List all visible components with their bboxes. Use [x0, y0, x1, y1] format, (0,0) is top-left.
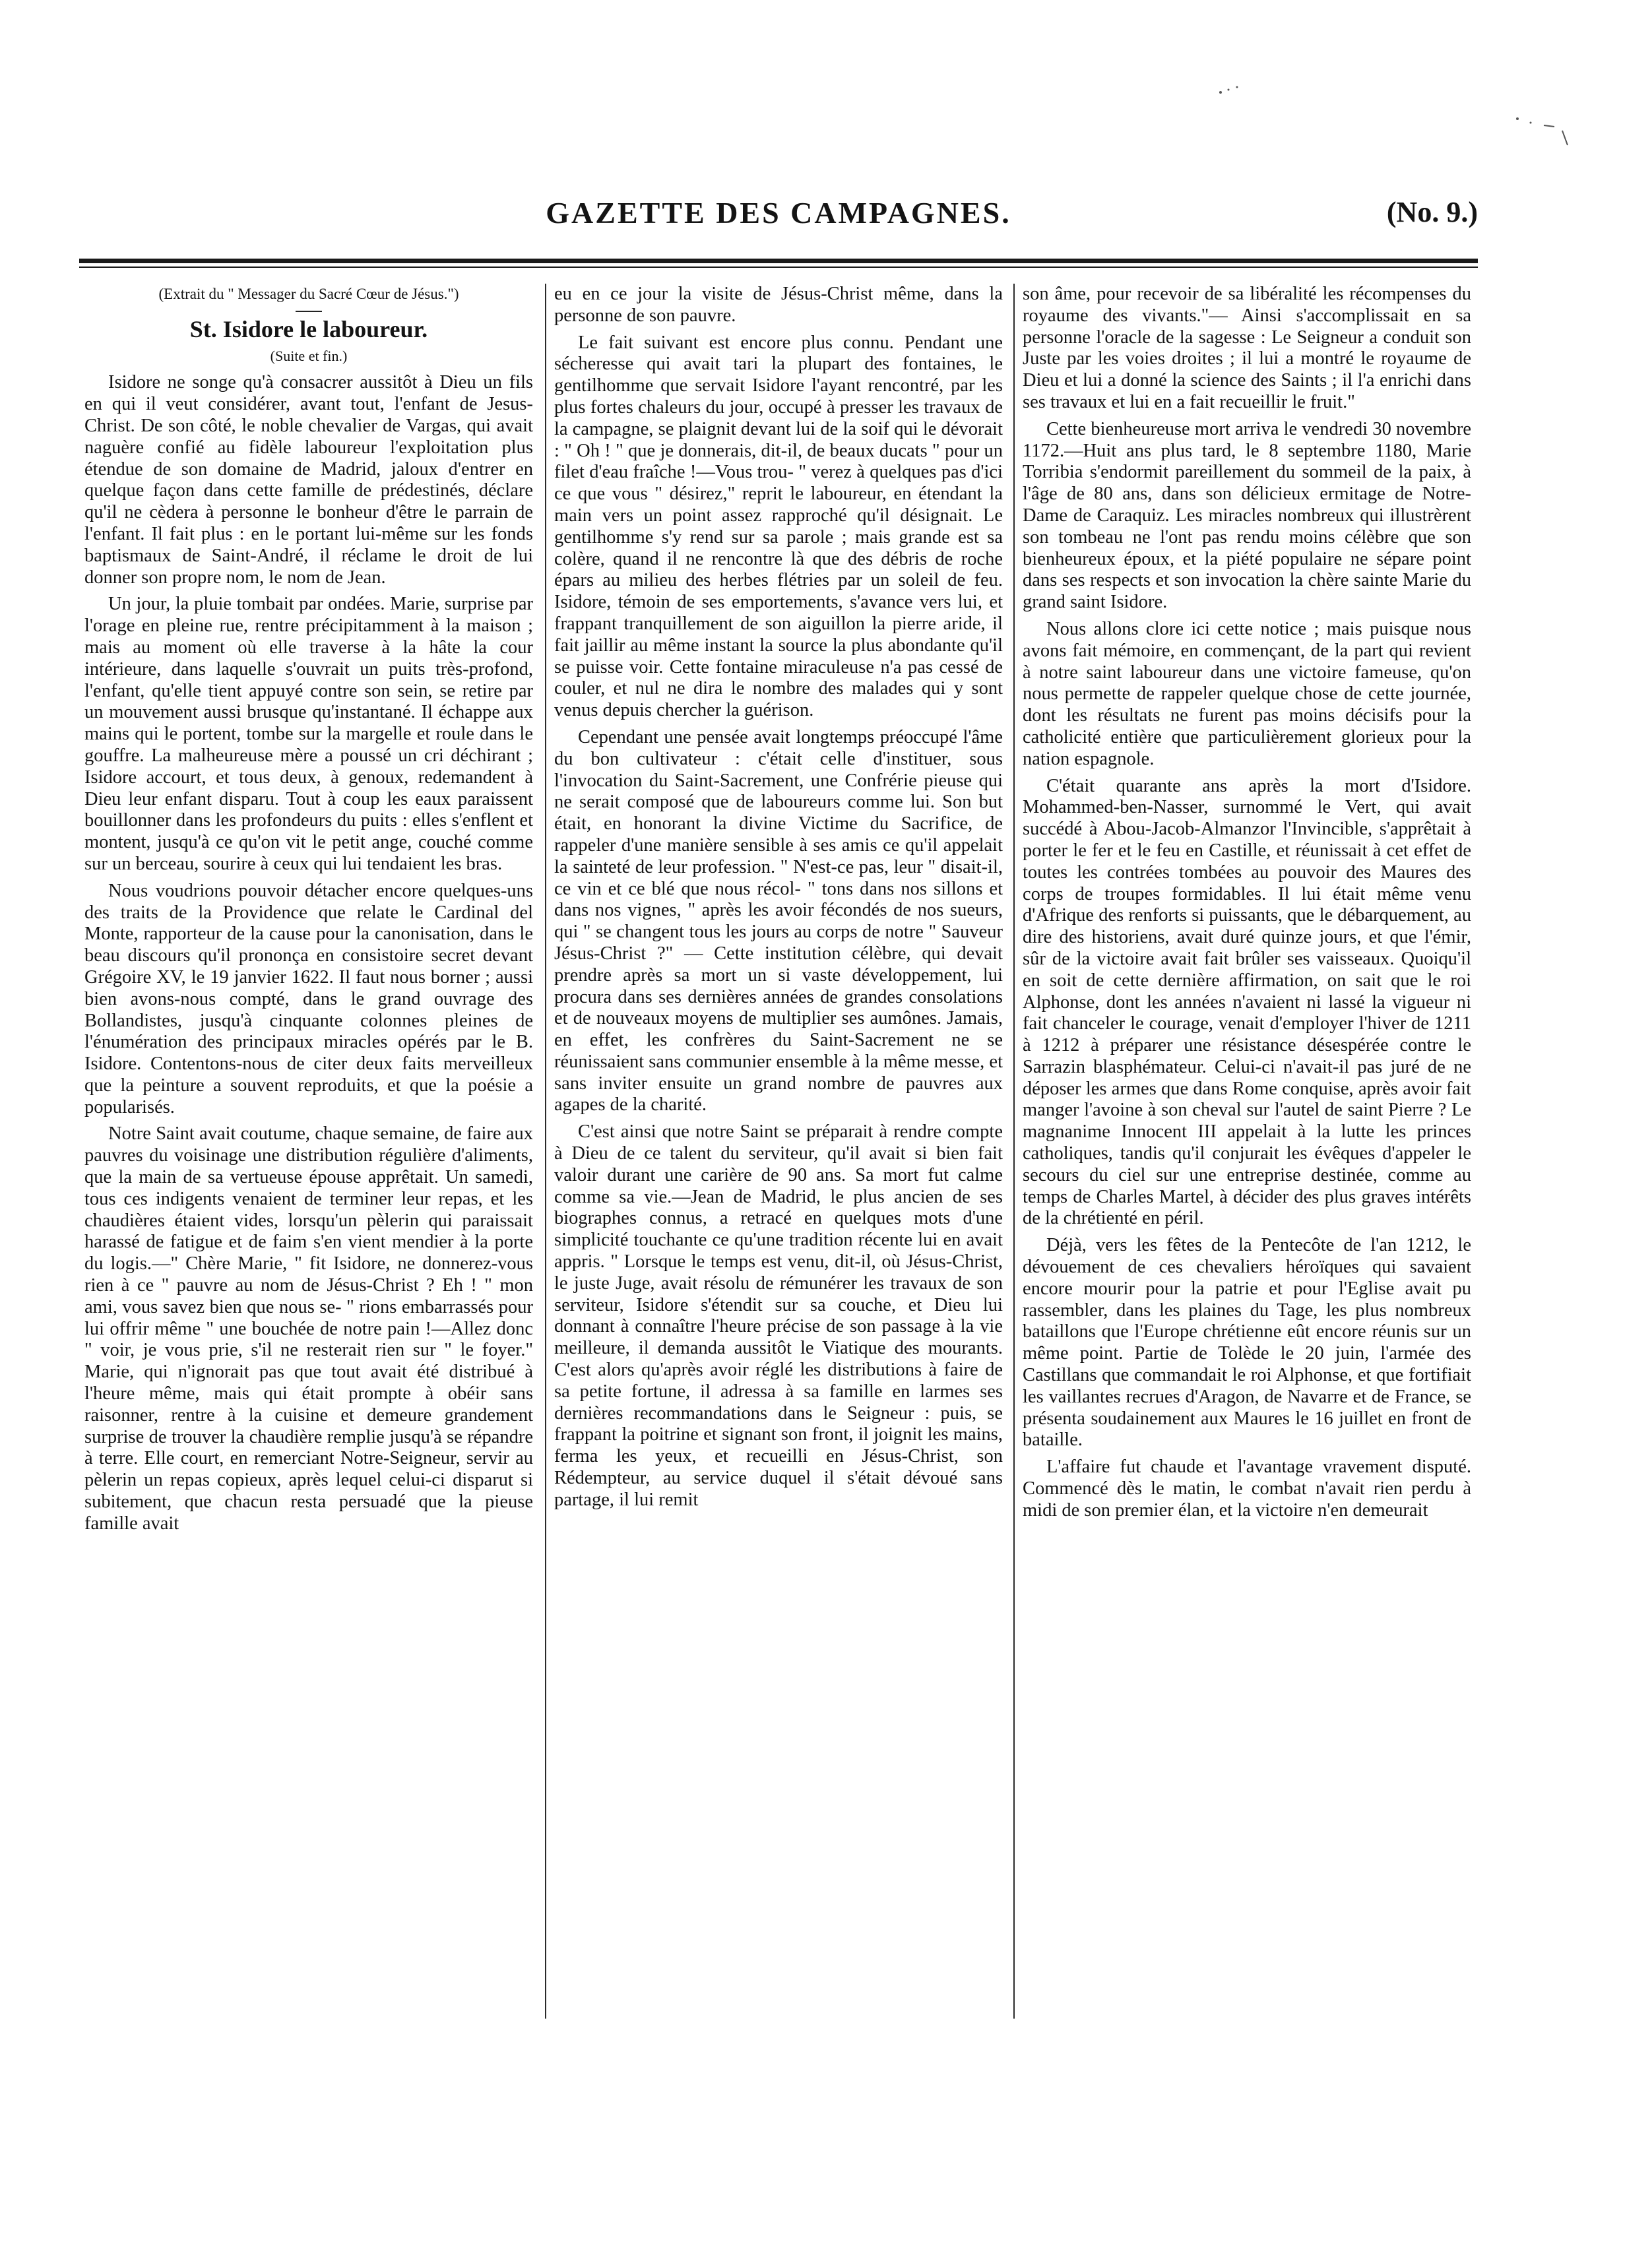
print-specks	[1201, 79, 1597, 158]
paragraph: Nous voudrions pouvoir détacher encore quelques-uns des traits de la Providence que relate le Cardinal del Monte, rapporteur de la cause pour la canonisation, dans le beau discours qu'il prononça en consistoire secret devant Grégoire XV, le 19 janvier 1622. Il faut nous borner ; aussi bien avons-nous compté, dans le grand ouvrage des Bollandistes, jusqu'à cinquante colonnes pleines de l'énumération des principaux miracles opérés par le B. Isidore. Contentons-nous de citer deux faits merveilleux que la peinture a souvent reproduits, et que la poésie a popularisés.	[84, 880, 533, 1117]
newspaper-title: GAZETTE DES CAMPAGNES.	[546, 196, 1011, 230]
column-divider	[545, 284, 546, 2019]
masthead	[79, 195, 1478, 248]
column-1	[84, 284, 533, 1540]
paragraph: Cependant une pensée avait longtemps préoccupé l'âme du bon cultivateur : c'était celle d'instituer, sous l'invocation du Saint-Sacrement, une Confrérie pieuse qui ne serait composé que de laboureurs comme lui. Son but était, en honorant la divine Victime du Sacrifice, de rappeler d'une manière sensible à ses amis ce qu'il appelait la sainteté de leur profession. " N'est-ce pas, leur " disait-il, ce vin et ce blé que nous récol- " tons dans nos sillons et dans nos vignes, " après les avoir fécondés de nos sueurs, qui " se changent tous les jours au corps de notre " Sauveur Jésus-Christ ?" — Cette institution célèbre, qui devait prendre après sa mort un si vaste développement, lui procura dans ses dernières années de grandes consolations et de nouveaux moyens de multiplier ses aumônes. Jamais, en effet, les confrères du Saint-Sacrement ne se réunissaient sans communier ensemble à la même messe, et sans inviter ensuite un grand nombre de pauvres aux agapes de la charité.	[554, 726, 1003, 1116]
paragraph: Un jour, la pluie tombait par ondées. Marie, surprise par l'orage en pleine rue, rentre précipitamment à la maison ; mais au moment où elle traverse à la hâte la cour intérieure, dans laquelle s'ouvrait un puits très-profond, l'enfant, qu'elle tient appuyé contre son sein, se retire par un mouvement aussi brusque qu'instantané. Il échappe aux mains qui le portent, tombe sur la margelle et roule dans le gouffre. La malheureuse mère a poussé un cri déchirant ; Isidore accourt, et tous deux, à genoux, redemandent à Dieu leur enfant disparu. Tout à coup les eaux paraissent bouillonner dans les profondeurs du puits : elles s'enflent et montent, jusqu'à ce qu'on vit le petit ange, couché comme sur un berceau, sourire à ceux qui lui tendaient les bras.	[84, 594, 533, 874]
paragraph: C'était quarante ans après la mort d'Isidore. Mohammed-ben-Nasser, surnommé le Vert, qui avait succédé à Abou-Jacob-Almanzor l'Invincible, s'apprêtait à porter le fer et le feu en Castille, et réunissait à cet effet de toutes les contrées tombées au pouvoir des Maures des corps de troupes formidables. Il lui était même venu d'Afrique des renforts si puissants, que le débarquement, au dire des historiens, avait duré quinze jours, et que l'émir, sûr de la victoire avait fait brûler ses vaisseaux. Quoiqu'il en soit de cette dernière affirmation, on sait que le roi Alphonse, dont les années n'avaient ni lassé la vigueur ni fait chanceler le courage, venait d'employer l'hiver de 1211 à 1212 à préparer une résistance désespérée contre le Sarrazin blasphémateur. Celui-ci n'avait-il pas juré de ne déposer les armes que dans Rome conquise, après avoir fait manger l'avoine à son cheval sur l'autel de saint Pierre ? Le magnanime Innocent III appelait à la lutte les princes catholiques, tandis qu'il conjurait les évêques d'appeler le secours du ciel sur une entreprise destinée, comme au temps de Charles Martel, à décider des plus graves intérêts de la chrétienté en péril.	[1023, 775, 1471, 1229]
paragraph: Cette bienheureuse mort arriva le vendredi 30 novembre 1172.—Huit ans plus tard, le 8 septembre 1180, Marie Torribia s'endormit pareillement du sommeil de la paix, à l'âge de 80 ans, dans son délicieux ermitage de Notre-Dame de Caraquiz. Les miracles nombreux qui illustrèrent son tombeau ne l'ont pas rendu moins célèbre que son bienheureux époux, et la piété populaire ne sépare point dans ses respects et son invocation la chère sainte Marie du grand saint Isidore.	[1023, 418, 1471, 613]
paragraph: L'affaire fut chaude et l'avantage vravement disputé. Commencé dès le matin, le combat n'avait rien perdu à midi de son premier élan, et la victoire n'en demeurait	[1023, 1457, 1471, 1521]
paragraph: eu en ce jour la visite de Jésus-Christ même, dans la personne de son pauvre.	[554, 284, 1003, 326]
masthead-rule-thin	[79, 267, 1478, 268]
article-source: (Extrait du " Messager du Sacré Cœur de Jésus.")	[158, 286, 459, 302]
issue-number: (No. 9.)	[1386, 196, 1478, 228]
article-subtitle: (Suite et fin.)	[270, 347, 348, 364]
column-divider	[1013, 284, 1015, 2019]
paragraph: Notre Saint avait coutume, chaque semaine, de faire aux pauvres du voisinage une distribution régulière d'aliments, que la main de sa vertueuse épouse apprêtait. Un samedi, tous ces indigents venaient de terminer leur repas, et les chaudières étaient vides, lorsqu'un pèlerin qui paraissait harassé de fatigue et de faim s'en vient mendier à la porte du logis.—" Chère Marie, " fit Isidore, ne donnerez-vous rien à ce " pauvre au nom de Jésus-Christ ? Eh ! " mon ami, vous savez bien que nous se- " rions embarrassés pour lui offrir même " une bouchée de notre pain !—Allez donc " voir, je vous prie, s'il ne resterait rien sur " le foyer." Marie, qui n'ignorait pas que tout avait été distribué à l'heure même, mais qui était prompte à obéir sans raisonner, rentre à la cuisine et demeure grandement surprise de trouver la chaudière remplie jusqu'à se répandre à terre. Elle court, en remerciant Notre-Seigneur, servir au pèlerin un repas copieux, après lequel celui-ci disparut si subitement, que chacun resta persuadé que la pieuse famille avait	[84, 1123, 533, 1534]
column-3	[1023, 284, 1471, 1527]
separator-dash	[296, 311, 322, 312]
paragraph: son âme, pour recevoir de sa libéralité les récompenses du royaume des vivants."— Ainsi s'accomplissait en sa personne l'oracle de la sagesse : Le Seigneur a conduit son Juste par les voies droites ; il lui a montré le royaume de Dieu et lui a donné la science des Saints ; il l'a enrichi dans ses travaux et lui en a fait recueillir le fruit."	[1023, 284, 1471, 412]
paragraph: Déjà, vers les fêtes de la Pentecôte de l'an 1212, le dévouement de ces chevaliers héroïques qui savaient encore mourir pour la patrie et pour l'Eglise avait pu rassembler, dans les plaines du Tage, les plus nombreux bataillons que l'Europe chrétienne eût encore réunis sur un même point. Partie de Tolède le 20 juin, l'armée des Castillans que commandait le roi Alphonse, et que fortifiait les vaillantes recrues d'Aragon, de Navarre et de France, se présenta soudainement aux Maures le 16 juillet en front de bataille.	[1023, 1235, 1471, 1451]
article-title: St. Isidore le laboureur.	[189, 315, 428, 342]
paragraph: Le fait suivant est encore plus connu. Pendant une sécheresse qui avait tari la plupart des fontaines, le gentilhomme que servait Isidore l'ayant rencontré, par les plus fortes chaleurs du jour, occupé à presser les travaux de la campagne, se plaignit devant lui de la soif qui le dévorait : " Oh ! " que je donnerais, dit-il, de beaux ducats " pour un filet d'eau fraîche !—Vous trou- " verez à quelques pas d'ici ce que vous " désirez," reprit le laboureur, en étendant la main vers un point assez rapproché qu'il désignait. Le gentilhomme s'y rend sur sa parole ; mais grande est sa colère, quand il ne rencontre là que des débris de roche épars au milieu des herbes flétries par un soleil de feu. Isidore, témoin de ses emportements, s'avance vers lui, et frappant tranquillement de son aiguillon la pierre aride, il fait jaillir au même instant la source la plus abondante qu'il se puisse voir. Cette fontaine miraculeuse n'a pas cessé de couler, et nul ne dira le nombre des malades qui y sont venus depuis chercher la guérison.	[554, 332, 1003, 721]
paragraph: Isidore ne songe qu'à consacrer aussitôt à Dieu un fils en qui il veut considérer, avant tout, l'enfant de Jesus-Christ. De son côté, le noble chevalier de Vargas, qui avait naguère confié au fidèle laboureur l'exploitation plus étendue de son domaine de Madrid, jaloux d'entrer en quelque façon dans cette famille de prédestinés, déclare qu'il ne cèdera à personne le bonheur d'être le parrain de l'enfant. Il fait plus : en le portant lui-même sur les fonds baptismaux de Saint-André, il réclame le droit de lui donner son propre nom, le nom de Jean.	[84, 372, 533, 588]
masthead-rule-thick	[79, 259, 1478, 263]
paragraph: Nous allons clore ici cette notice ; mais puisque nous avons fait mémoire, en commençant, de la part qui revient à notre saint laboureur dans une victoire fameuse, qu'on nous permette de rappeler quelque chose de cette journée, dont les résultats ne furent pas moins décisifs pour la catholicité entière que particulièrement glorieux pour la nation espagnole.	[1023, 618, 1471, 769]
column-2	[554, 284, 1003, 1517]
paragraph: C'est ainsi que notre Saint se préparait à rendre compte à Dieu de ce talent du serviteur, qu'il avait si bien fait valoir durant une carière de 90 ans. Sa mort fut calme comme sa vie.—Jean de Madrid, le plus ancien de ses biographes connus, a retracé en quelques mots d'une simplicité touchante ce qu'une tradition récente lui en avait appris. " Lorsque le temps est venu, dit-il, où Jésus-Christ, le juste Juge, avait résolu de rémunérer les travaux de son serviteur, Isidore s'étendit sur sa couche, et Dieu lui donnant à connaître l'heure précise de son passage à la vie meilleure, il demanda aussitôt le Viatique des mourants. C'est alors qu'après avoir réglé les distributions à faire de sa petite fortune, il adressa à sa famille en larmes ses dernières recommandations dans le Seigneur : puis, se frappant la poitrine et signant son front, il joignit les mains, ferma les yeux, et recueilli en Jésus-Christ, son Rédempteur, au service duquel il s'était dévoué sans partage, il lui remit	[554, 1121, 1003, 1510]
